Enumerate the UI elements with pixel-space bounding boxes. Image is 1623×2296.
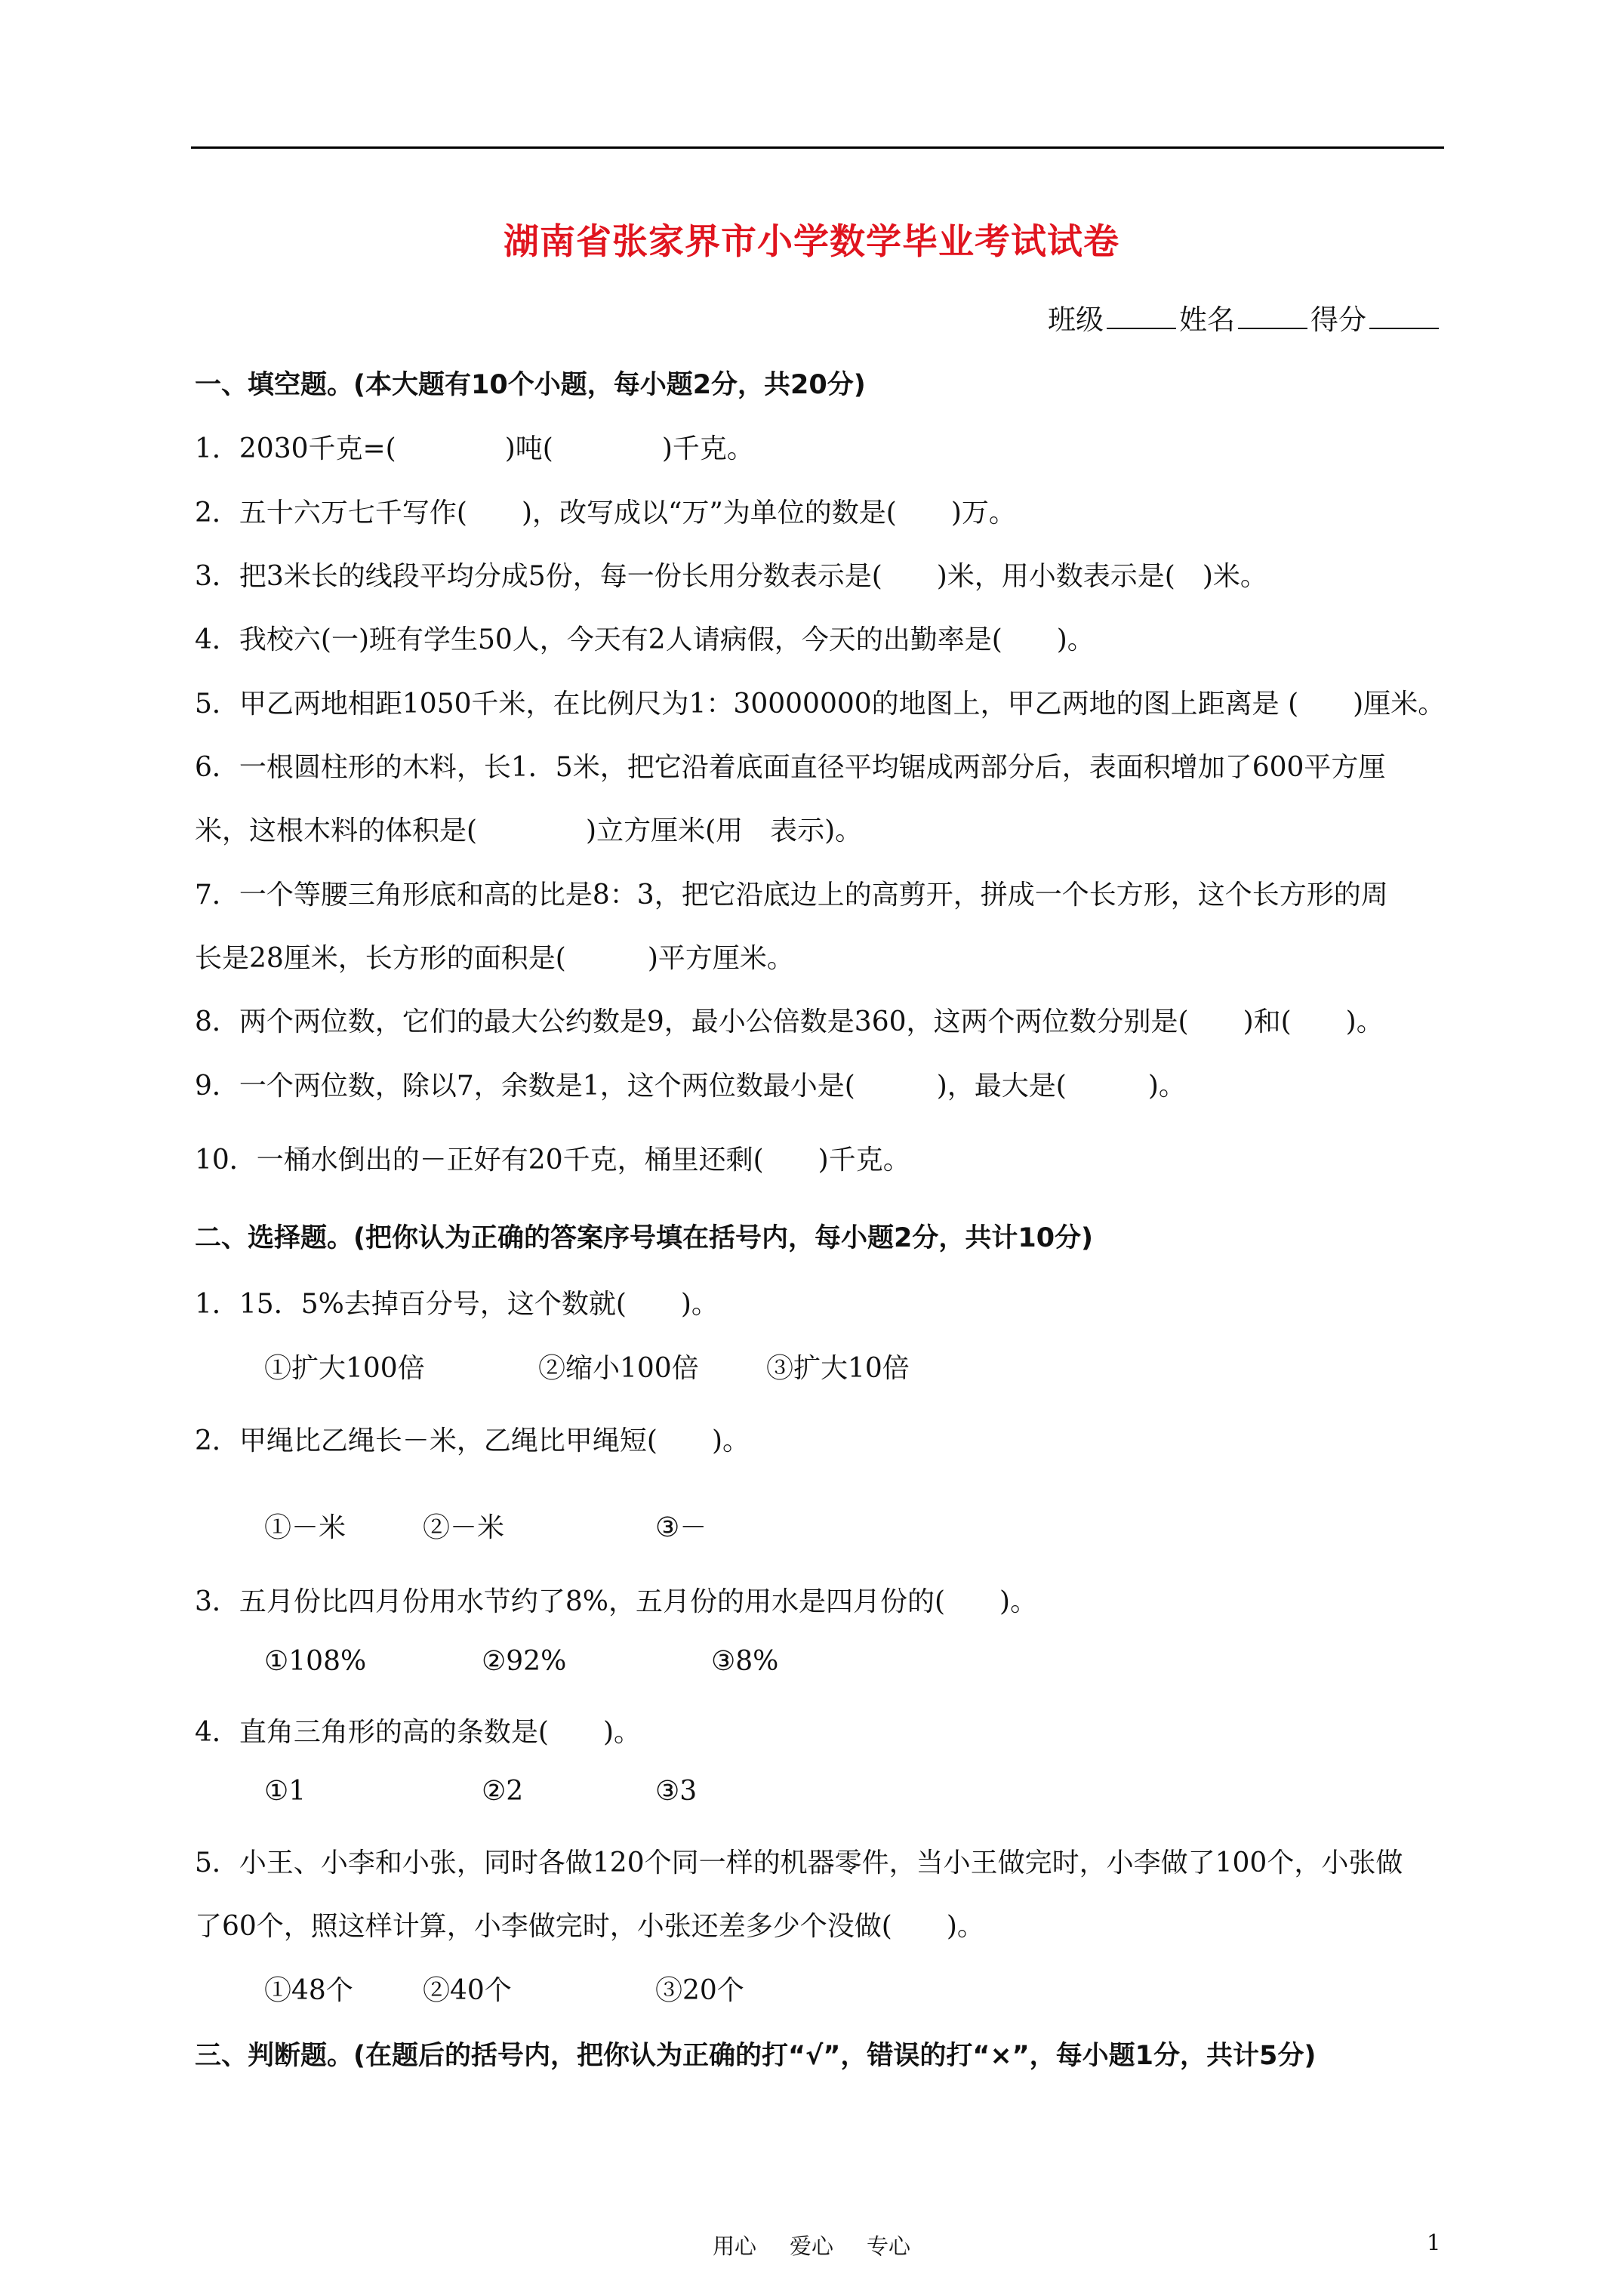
option: ③20个 xyxy=(655,1975,744,2006)
option: ①扩大100倍 xyxy=(264,1353,425,1384)
option: ③－ xyxy=(655,1512,707,1543)
question-2-5-cont: 了60个，照这样计算，小李做完时，小张还差多少个没做( )。 xyxy=(195,1911,984,1942)
name-label: 姓名 xyxy=(1179,304,1235,336)
question-1-6-cont: 米，这根木料的体积是( )立方厘米(用 表示)。 xyxy=(195,815,863,846)
question-1-4: 4．我校六(一)班有学生50人，今天有2人请病假，今天的出勤率是( )。 xyxy=(195,624,1095,655)
option: ①－米 xyxy=(264,1512,346,1543)
option: ②40个 xyxy=(423,1975,512,2006)
student-info xyxy=(1048,297,1442,337)
option: ②2 xyxy=(482,1776,524,1807)
score-label: 得分 xyxy=(1310,304,1366,336)
question-1-2: 2．五十六万七千写作( )，改写成以“万”为单位的数是( )万。 xyxy=(195,498,1016,529)
option: ①1 xyxy=(264,1776,306,1807)
option: ③8% xyxy=(711,1646,779,1677)
question-2-3: 3．五月份比四月份用水节约了8%，五月份的用水是四月份的( )。 xyxy=(195,1586,1038,1617)
question-1-5: 5．甲乙两地相距1050千米，在比例尺为1：30000000的地图上，甲乙两地的图上距离是 ( )厘米。 xyxy=(195,689,1446,720)
option: ②92% xyxy=(482,1646,567,1677)
question-1-1: 1．2030千克=( )吨( )千克。 xyxy=(195,433,754,464)
section-3-heading: 三、判断题。(在题后的括号内，把你认为正确的打“√”，错误的打“×”，每小题1分，共计5分) xyxy=(195,2041,1317,2071)
class-blank xyxy=(1107,305,1176,329)
question-1-9: 9．一个两位数，除以7，余数是1，这个两位数最小是( )，最大是( )。 xyxy=(195,1071,1186,1102)
question-1-6: 6．一根圆柱形的木料，长1．5米，把它沿着底面直径平均锯成两部分后，表面积增加了600平方厘 xyxy=(195,752,1386,783)
question-1-10: 10．一桶水倒出的－正好有20千克，桶里还剩( )千克。 xyxy=(195,1145,910,1176)
option: ②－米 xyxy=(423,1512,505,1543)
score-blank xyxy=(1369,305,1439,329)
footer-word: 专心 xyxy=(867,2233,911,2259)
footer-word: 用心 xyxy=(712,2233,756,2259)
question-1-7: 7．一个等腰三角形底和高的比是8：3，把它沿底边上的高剪开，拼成一个长方形，这个长方形的周 xyxy=(195,880,1388,911)
page-title: 湖南省张家界市小学数学毕业考试试卷 xyxy=(504,221,1119,263)
question-2-2: 2．甲绳比乙绳长－米，乙绳比甲绳短( )。 xyxy=(195,1425,750,1456)
section-1-heading: 一、填空题。(本大题有10个小题，每小题2分，共20分) xyxy=(195,370,866,400)
option: ①48个 xyxy=(264,1975,353,2006)
section-2-heading: 二、选择题。(把你认为正确的答案序号填在括号内，每小题2分，共计10分) xyxy=(195,1223,1094,1253)
option: ③3 xyxy=(655,1776,698,1807)
footer xyxy=(0,2230,1623,2261)
question-1-8: 8．两个两位数，它们的最大公约数是9，最小公倍数是360，这两个两位数分别是( )和( )。 xyxy=(195,1006,1384,1037)
option: ②缩小100倍 xyxy=(538,1353,699,1384)
name-blank xyxy=(1238,305,1307,329)
class-label: 班级 xyxy=(1048,304,1104,336)
footer-word: 爱心 xyxy=(789,2233,833,2259)
question-2-1: 1．15．5%去掉百分号，这个数就( )。 xyxy=(195,1289,719,1320)
question-1-7-cont: 长是28厘米，长方形的面积是( )平方厘米。 xyxy=(195,943,794,974)
question-2-5: 5．小王、小李和小张，同时各做120个同一样的机器零件，当小王做完时，小李做了100个，小张做 xyxy=(195,1848,1403,1878)
option: ③扩大10倍 xyxy=(766,1353,910,1384)
question-1-3: 3．把3米长的线段平均分成5份，每一份长用分数表示是( )米，用小数表示是( )米。 xyxy=(195,561,1267,592)
page-number: 1 xyxy=(1427,2230,1441,2255)
header-rule xyxy=(191,146,1444,149)
question-2-4: 4．直角三角形的高的条数是( )。 xyxy=(195,1717,641,1748)
option: ①108% xyxy=(264,1646,367,1677)
